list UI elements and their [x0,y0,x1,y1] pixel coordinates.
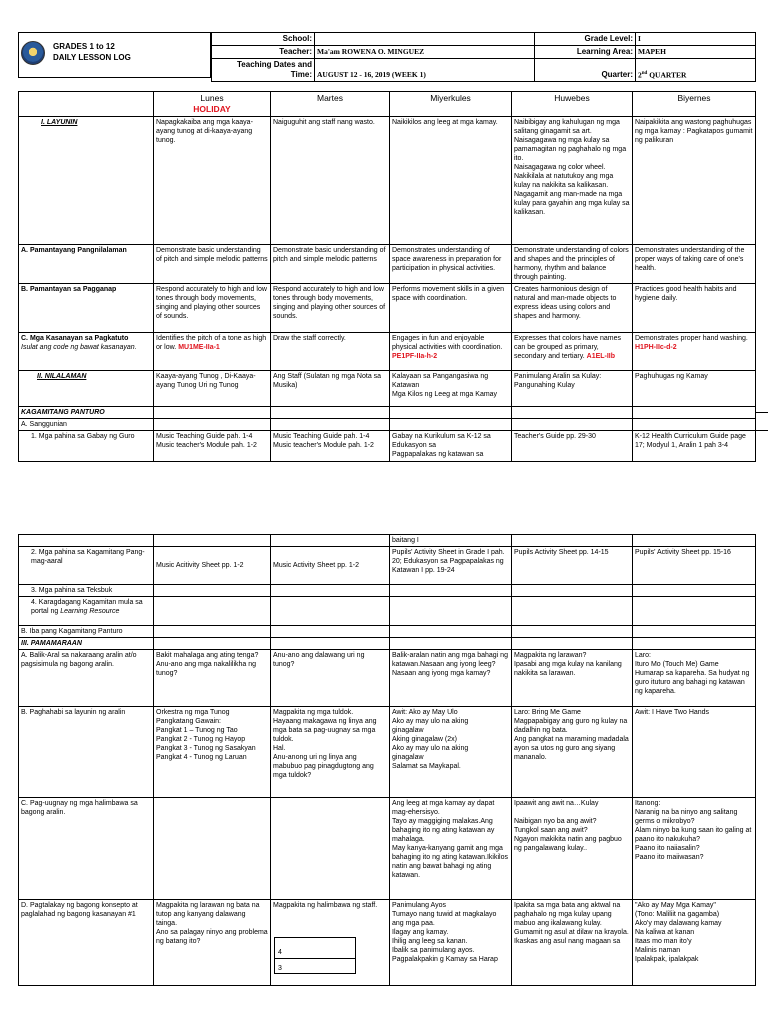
empty-cell [271,626,390,638]
corner-cell [19,92,154,117]
kasanayan-mon [154,333,271,371]
teaching-dates-label [212,59,315,82]
balik-aral-label: A. Balik-Aral sa nakaraang aralin at/o pagsisimula ng bagong aralin. [19,650,154,707]
gabay-fri: K-12 Health Curriculum Guide page 17; Modyul 1, Aralin 1 pah 3-4 [633,431,756,462]
kasanayan-fri-text: Demonstrates proper hand washing. [635,335,748,342]
pag-uugnay-mon [154,798,271,900]
paghahabi-wed: Awit: Ako ay May Ulo Ako ay may ulo na aking ginagalaw Aking ginagalaw (2x) Ako ay may ulo na aking ginagalaw Salamat sa Maykapal. [390,707,512,798]
nilalaman-tue: Ang Staff (Sulatan ng mga Nota sa Musika) [271,371,390,407]
document-title [53,41,131,63]
day-header-friday: Biyernes [633,92,756,117]
balik-aral-wed: Balik-aralan natin ang mga bahagi ng katawan.Nasaan ang iyong leeg? Nasaan ang iyong mga kamay? [390,650,512,707]
karagdagang-label [19,597,154,626]
pangnilalaman-thu: Demonstrate understanding of colors and shapes and the principles of harmony, rhythm and balance through painting. [512,245,633,284]
empty-cell [633,585,756,597]
gabay-thu: Teacher's Guide pp. 29-30 [512,431,633,462]
day-header-wednesday: Miyerkules [390,92,512,117]
empty-cell [633,407,756,419]
holiday-label: HOLIDAY [193,104,231,114]
iba-pa-label: B. Iba pang Kagamitang Panturo [19,626,154,638]
nilalaman-thu: Panimulang Aralin sa Kulay: Pangunahing Kulay [512,371,633,407]
paghahabi-mon: Orkestra ng mga Tunog Pangkatang Gawain: Pangkat 1 – Tunog ng Tao Pangkat 2 - Tunog ng Hayop Pangkat 3 - Tunog ng Sasakyan Pangkat 4 - Tunog ng Laruan [154,707,271,798]
gabay-mon: Music Teaching Guide pah. 1-4 Music teacher's Module pah. 1-2 [154,431,271,462]
pang-mag-aaral-tue: Music Activity Sheet pp. 1-2 [271,547,390,585]
empty-cell [19,535,154,547]
empty-cell [154,535,271,547]
nilalaman-fri: Paghuhugas ng Kamay [633,371,756,407]
empty-cell [154,638,271,650]
layunin-wed: Naikikilos ang leeg at mga kamay. [390,117,512,245]
empty-cell [154,585,271,597]
empty-cell [271,419,390,431]
empty-cell [633,535,756,547]
staff-line-3-number: 3 [278,965,282,972]
karagdagang-text: 4. Karagdagang Kagamitan mula sa portal ng [31,599,143,615]
empty-cell [154,407,271,419]
empty-cell [512,597,633,626]
grade-level-label: Grade Level: [535,33,636,46]
grade-level-value: I [636,33,756,46]
empty-cell [512,407,633,419]
pangnilalaman-tue: Demonstrate basic understanding of pitch and simple melodic patterns [271,245,390,284]
school-value [315,33,535,46]
empty-cell [271,585,390,597]
layunin-tue: Naiguguhit ang staff nang wasto. [271,117,390,245]
kasanayan-label: C. Mga Kasanayan sa Pagkatuto [21,335,129,342]
learning-resource-text: Learning Resource [60,608,120,615]
kasanayan-thu-code: A1EL-IIb [586,353,616,360]
pagganap-fri: Practices good health habits and hygiene daily. [633,284,756,333]
pangnilalaman-fri: Demonstrates understanding of the proper ways of taking care of one's health. [633,245,756,284]
pagganap-mon: Respond accurately to high and low tones through body movements, singing and playing other sources of sounds. [154,284,271,333]
day-header-tuesday: Martes [271,92,390,117]
balik-aral-thu: Magpakita ng larawan? Ipasabi ang mga kulay na kanilang nakikita sa larawan. [512,650,633,707]
gabay-wed: Gabay na Kurikulum sa K-12 sa Edukasyon sa Pagpapalakas ng katawan sa [390,431,512,462]
title-line-1: GRADES 1 to 12 [53,42,115,51]
divider-line [755,412,768,413]
school-logo-area [18,32,211,78]
kasanayan-label-cell [19,333,154,371]
paghahabi-fri: Awit: I Have Two Hands [633,707,756,798]
empty-cell [633,419,756,431]
pag-uugnay-label: C. Pag-uugnay ng mga halimbawa sa bagong aralin. [19,798,154,900]
empty-cell [271,535,390,547]
pamamaraan-label: III. PAMAMARAAN [19,638,154,650]
empty-cell [271,407,390,419]
balik-aral-mon: Bakit mahalaga ang ating tenga? Anu-ano ang mga nakalilikha ng tunog? [154,650,271,707]
layunin-thu: Naibibigay ang kahulugan ng mga salitang ginagamit sa art. Naisagagawa ng mga kulay sa pamamagitan ng paghahalo ng mga ito. Naisagagawa ng color wheel. Nakikilala at natutukoy ang mga kulay na nakikita sa kalikasan. Nagagamit ang man-made na mga kulay para gayahin ang mga kulay sa kalikasan. [512,117,633,245]
empty-cell [512,419,633,431]
pang-mag-aaral-label: 2. Mga pahina sa Kagamitang Pang-mag-aaral [19,547,154,585]
pang-mag-aaral-fri: Pupils' Activity Sheet pp. 15-16 [633,547,756,585]
lesson-table-page1 [18,91,756,462]
paghahabi-label: B. Paghahabi sa layunin ng aralin [19,707,154,798]
paghahabi-tue: Magpakita ng mga tuldok. Hayaang makagawa ng linya ang mga bata sa pag-uugnay sa mga tuldok. Hal. Anu-anong uri ng linya ang mabubuo pag pinagdugtong ang mga tuldok? [271,707,390,798]
empty-cell [633,626,756,638]
kasanayan-wed-code: PE1PF-IIa-h-2 [392,353,438,360]
pagganap-wed: Performs movement skills in a given space with coordination. [390,284,512,333]
empty-cell [633,638,756,650]
nilalaman-wed: Kalayaan sa Pangangasiwa ng Katawan Mga Kilos ng Leeg at mga Kamay [390,371,512,407]
empty-cell [271,638,390,650]
empty-cell [154,419,271,431]
nilalaman-label: II. NILALAMAN [19,371,154,407]
empty-cell [390,597,512,626]
day-monday-label: Lunes [200,93,224,103]
lesson-table-page2 [18,534,756,986]
kasanayan-thu-text: Expresses that colors have names can be grouped as primary, secondary and tertiary. [514,335,621,360]
paglalahad-thu: Ipakita sa mga bata ang aktwal na paghahalo ng mga kulay upang mabuo ang ikalawang kulay. Gumamit ng asul at dilaw na krayola. Ikaskas ang asul nang magaan sa [512,900,633,986]
pangnilalaman-wed: Demonstrates understanding of space awareness in preparation for participation in physical activities. [390,245,512,284]
paglalahad-fri: "Ako ay May Mga Kamay" (Tono: Maliliit na gagamba) Ako'y may dalawang kamay Na kaliwa at kanan Itaas mo man ito'y Malinis naman Ipalakpak, ipalakpak [633,900,756,986]
kagamitang-panturo-label: KAGAMITANG PANTURO [19,407,154,419]
teacher-value: Ma'am ROWENA O. MINGUEZ [315,46,535,59]
staff-box-line-3 [274,958,356,974]
quarter-label: Quarter: [535,59,636,82]
sanggunian-label: A. Sanggunian [19,419,154,431]
kasanayan-sub: Isulat ang code ng bawat kasanayan. [21,344,137,351]
empty-cell [154,597,271,626]
empty-cell [390,419,512,431]
pag-uugnay-thu: Ipaawit ang awit na…Kulay Naibigan nyo ba ang awit? Tungkol saan ang awit? Ngayon makikita natin ang pagbuo ng pangalawang kulay.. [512,798,633,900]
header-table [211,32,756,82]
teksbuk-label: 3. Mga pahina sa Teksbuk [19,585,154,597]
layunin-label: I. LAYUNIN [19,117,154,245]
pag-uugnay-wed: Ang leeg at mga kamay ay dapat mag-ehersisyo. Tayo ay maggiging malakas.Ang bahaging ito ng ating katawan ay mahalaga. May kanya-kanyang gamit ang mga bahaging ito ng ating katawan.Ikikilos natin ang bawat bahagi ng ating katawan. [390,798,512,900]
kasanayan-mon-code: MU1ME-IIa-1 [178,344,220,351]
pagganap-tue: Respond accurately to high and low tones through body movements, singing and playing other sources of sounds. [271,284,390,333]
gabay-wed-continued: baitang I [390,535,512,547]
pang-mag-aaral-wed: Pupils' Activity Sheet in Grade I pah. 20; Edukasyon sa Pagpapalakas ng Katawan I pp. 19-24 [390,547,512,585]
pang-mag-aaral-mon: Music Acitivity Sheet pp. 1-2 [154,547,271,585]
teacher-label: Teacher: [212,46,315,59]
pamantayang-pangnilalaman-label: A. Pamantayang Pangnilalaman [19,245,154,284]
staff-box-line-4 [274,937,356,959]
quarter-value: 2nd QUARTER [636,59,756,82]
pagganap-thu: Creates harmonious design of natural and man-made objects to express ideas using colors and shapes and harmony. [512,284,633,333]
learning-area-value: MAPEH [636,46,756,59]
kasanayan-tue: Draw the staff correctly. [271,333,390,371]
teaching-dates-label-2: Time: [290,70,312,79]
gabay-tue: Music Teaching Guide pah. 1-4 Music teacher's Module pah. 1-2 [271,431,390,462]
day-header-monday [154,92,271,117]
empty-cell [512,626,633,638]
empty-cell [390,585,512,597]
learning-area-label: Learning Area: [535,46,636,59]
kasanayan-fri [633,333,756,371]
layunin-fri: Naipakikita ang wastong paghuhugas ng mga kamay : Pagkatapos gumamit ng palikuran [633,117,756,245]
empty-cell [512,535,633,547]
paghahabi-thu: Laro: Bring Me Game Magpapabigay ang guro ng kulay na dadalhin ng bata. Ang pangkat na maraming madadala ayon sa utos ng guro ang siyang mananalo. [512,707,633,798]
empty-cell [390,626,512,638]
staff-line-4-number: 4 [278,949,282,956]
paglalahad-label: D. Pagtalakay ng bagong konsepto at paglalahad ng bagong kasanayan #1 [19,900,154,986]
empty-cell [390,638,512,650]
pangnilalaman-mon: Demonstrate basic understanding of pitch and simple melodic patterns [154,245,271,284]
balik-aral-tue: Anu-ano ang dalawang uri ng tunog? [271,650,390,707]
gabay-label: 1. Mga pahina sa Gabay ng Guro [19,431,154,462]
empty-cell [633,597,756,626]
empty-cell [512,638,633,650]
pag-uugnay-fri: Itanong: Naranig na ba ninyo ang salitang germs o mikrobyo? Alam ninyo ba kung saan ito galing at paano ito nakukuha? Paano ito naiiasalin? Paano ito maiiwasan? [633,798,756,900]
layunin-mon: Napagkakaiba ang mga kaaya-ayang tunog at di-kaaya-ayang tunog. [154,117,271,245]
paglalahad-tue: Magpakita ng halimbawa ng staff. [271,900,390,986]
kasanayan-fri-code: H1PH-IIc-d-2 [635,344,677,351]
balik-aral-fri: Laro: Ituro Mo (Touch Me) Game Humarap sa kapareha. Sa hudyat ng guro ituturo ang bahagi ng katawan ng kapareha. [633,650,756,707]
empty-cell [512,585,633,597]
kasanayan-wed-text: Engages in fun and enjoyable physical activities with coordination. [392,335,503,351]
title-line-2: DAILY LESSON LOG [53,53,131,62]
school-label: School: [212,33,315,46]
deped-seal-icon [21,41,45,65]
paglalahad-wed: Panimulang Ayos Tumayo nang tuwid at magkalayo ang mga paa. Ilagay ang kamay. Ihilig ang leeg sa kanan. Ibalik sa panimulang ayos. Pagpalakpakin g Kamay sa Harap [390,900,512,986]
kasanayan-thu [512,333,633,371]
pamantayan-sa-pagganap-label: B. Pamantayan sa Pagganap [19,284,154,333]
nilalaman-mon: Kaaya-ayang Tunog , Di-Kaaya-ayang Tunog Uri ng Tunog [154,371,271,407]
kasanayan-mon-text: Identifies the pitch of a tone as high or low. [156,335,267,351]
teaching-dates-label-1: Teaching Dates and [237,60,312,69]
empty-cell [390,407,512,419]
teaching-dates-value: AUGUST 12 - 16, 2019 (WEEK 1) [315,59,535,82]
kasanayan-wed [390,333,512,371]
divider-line [755,430,768,431]
pag-uugnay-tue [271,798,390,900]
pang-mag-aaral-thu: Pupils Activity Sheet pp. 14-15 [512,547,633,585]
empty-cell [271,597,390,626]
paglalahad-mon: Magpakita ng larawan ng bata na tutop ang kanyang dalawang tainga. Ano sa palagay ninyo ang problema ng batang ito? [154,900,271,986]
day-header-thursday: Huwebes [512,92,633,117]
empty-cell [154,626,271,638]
